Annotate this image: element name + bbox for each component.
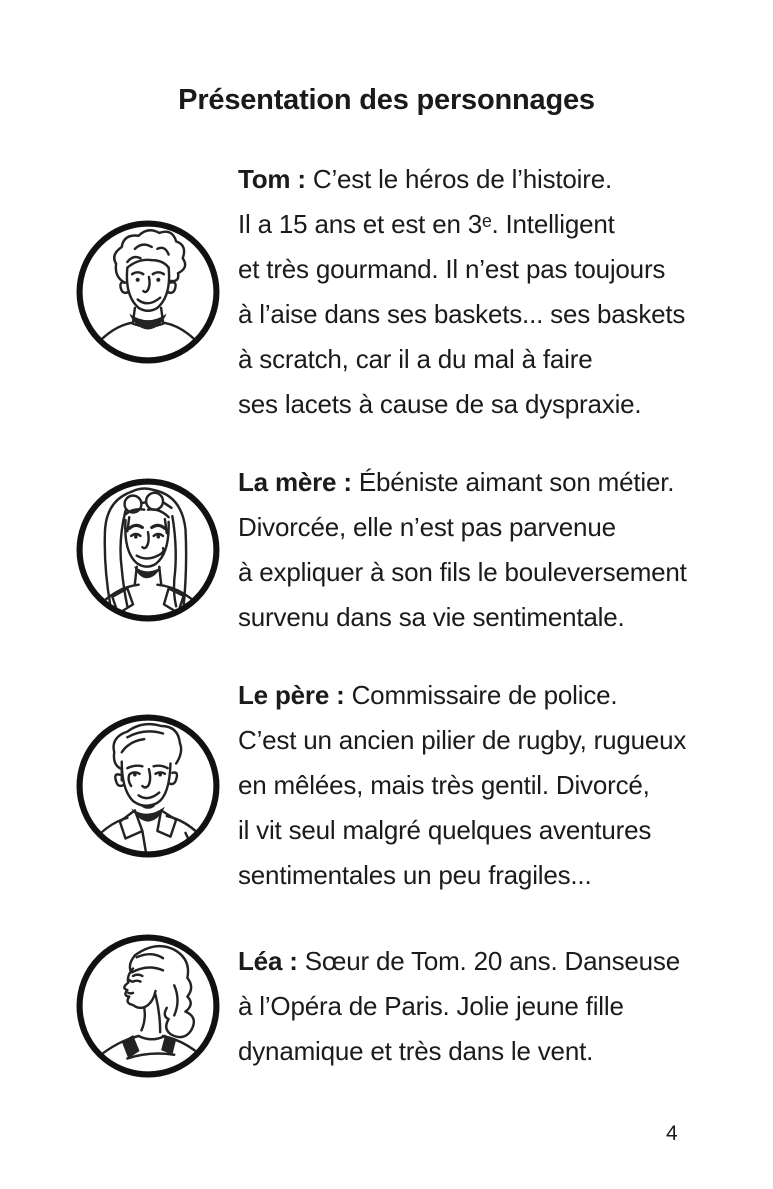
text-line: en mêlées, mais très gentil. Divorcé, — [238, 770, 650, 800]
character-intro: Commissaire de police. — [351, 680, 618, 710]
text-line: ses lacets à cause de sa dyspraxie. — [238, 389, 642, 419]
text-line: C’est un ancien pilier de rugby, rugueux — [238, 725, 687, 755]
character-intro: C’est le héros de l’histoire. — [312, 164, 612, 194]
page-number: 4 — [666, 1122, 678, 1145]
text-line — [238, 939, 680, 984]
character-row-pere — [0, 673, 773, 898]
text-line: à expliquer à son fils le bouleversement — [238, 557, 687, 587]
character-label: Le père : — [238, 680, 345, 710]
text-line: survenu dans sa vie sentimentale. — [238, 602, 625, 632]
text-line — [238, 673, 686, 718]
father-portrait-icon — [73, 711, 223, 861]
portrait-mere — [73, 475, 223, 625]
text-line: à l’aise dans ses baskets... ses baskets — [238, 299, 686, 329]
character-text-lea — [238, 939, 680, 1074]
text-line: et très gourmand. Il n’est pas toujours — [238, 254, 666, 284]
teen-boy-portrait-icon — [73, 217, 223, 367]
text-line: sentimentales un peu fragiles... — [238, 860, 592, 890]
character-intro: Ébéniste aimant son métier. — [358, 467, 675, 497]
portrait-tom — [73, 217, 223, 367]
mother-portrait-icon — [73, 475, 223, 625]
character-row-lea — [0, 931, 773, 1081]
portrait-pere — [73, 711, 223, 861]
text-line — [238, 460, 687, 505]
character-label: La mère : — [238, 467, 352, 497]
character-text-tom — [238, 157, 685, 427]
text-line: à l’Opéra de Paris. Jolie jeune fille — [238, 990, 624, 1021]
character-row-tom — [0, 157, 773, 427]
text-line: à scratch, car il a du mal à faire — [238, 344, 593, 374]
character-intro: Sœur de Tom. 20 ans. Danseuse — [304, 945, 680, 976]
page-title: Présentation des personnages — [178, 84, 595, 116]
text-line: dynamique et très dans le vent. — [238, 1035, 594, 1066]
young-woman-portrait-icon — [73, 931, 223, 1081]
character-row-mere — [0, 460, 773, 640]
character-list — [0, 157, 773, 1081]
character-text-pere — [238, 673, 686, 898]
text-line: Divorcée, elle n’est pas parvenue — [238, 512, 616, 542]
portrait-lea — [73, 931, 223, 1081]
text-line: Il a 15 ans et est en 3ᵉ. Intelligent — [238, 209, 615, 239]
text-line: il vit seul malgré quelques aventures — [238, 815, 652, 845]
character-label: Léa : — [238, 945, 298, 976]
character-label: Tom : — [238, 164, 306, 194]
character-text-mere — [238, 460, 687, 640]
text-line — [238, 157, 685, 202]
